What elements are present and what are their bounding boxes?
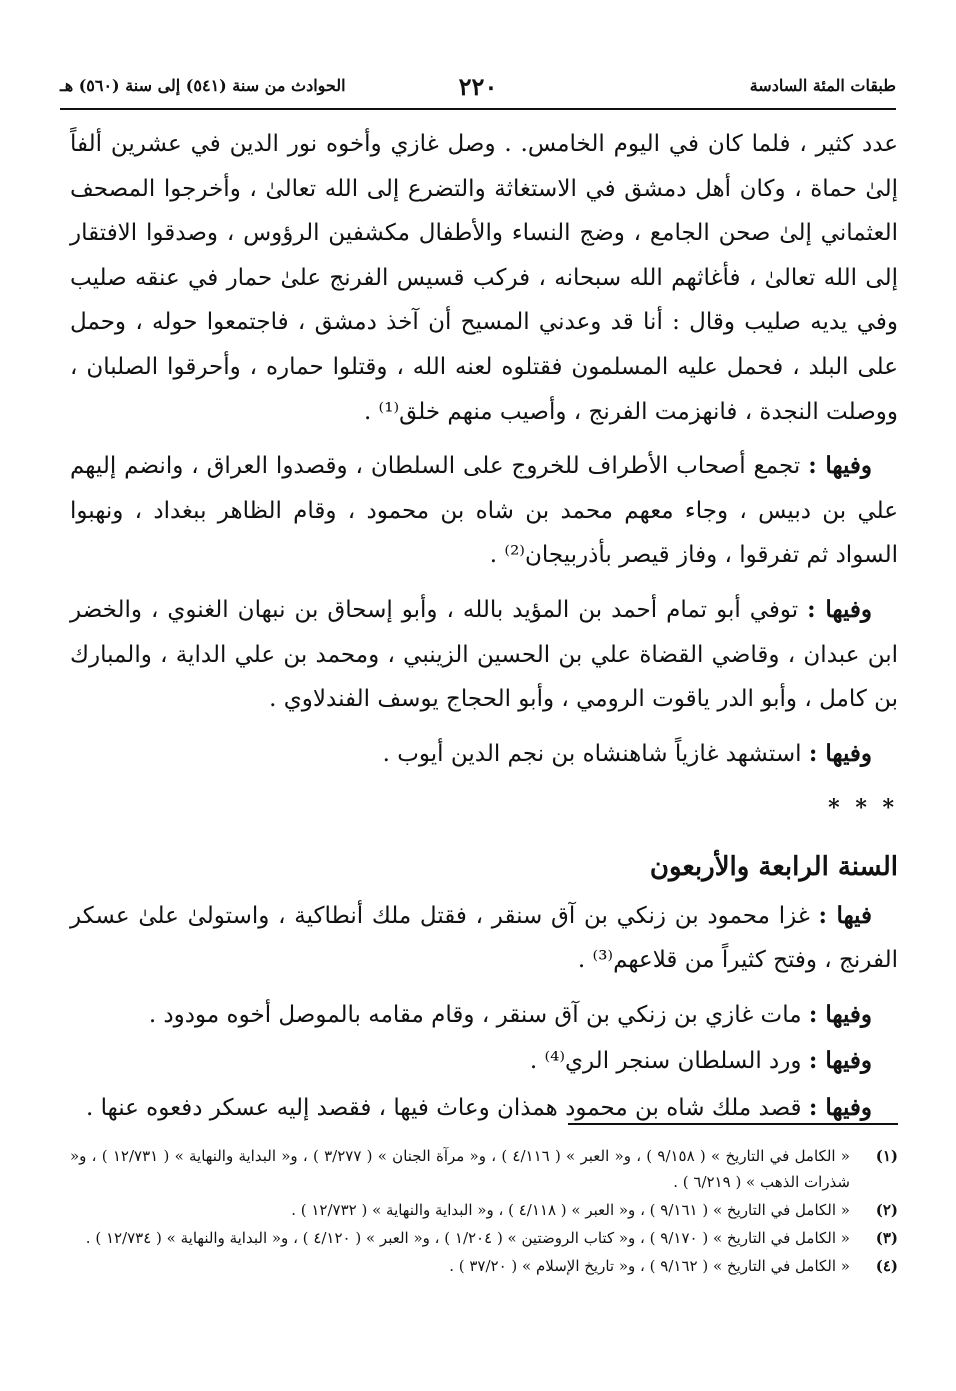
page-header: [60, 72, 896, 106]
header-book-section: طبقات المئة السادسة: [749, 76, 896, 95]
paragraph-lead: وفيها :: [808, 1093, 872, 1121]
footnote-text: « الكامل في التاريخ » ( ٩/١٥٨ ) ، و« العبر » ( ٤/١١٦ ) ، و« مرآة الجنان » ( ٣/٢٧٧ ) ، و« البداية والنهاية » ( ١٢/٧٣١ ) ، و« شذرات الذهب » ( ٦/٢١٩ ) .: [70, 1147, 850, 1191]
footnote: [70, 1225, 898, 1251]
footnote-text: « الكامل في التاريخ » ( ٩/١٧٠ ) ، و« كتاب الروضتين » ( ١/٢٠٤ ) ، و« العبر » ( ٤/١٢٠ ) ، و« البداية والنهاية » ( ١٢/٧٣٤ ) .: [85, 1229, 850, 1247]
footnote: [70, 1197, 898, 1223]
page-number: ٢٢٠: [458, 72, 498, 101]
paragraph-text: توفي أبو تمام أحمد بن المؤيد بالله ، وأبو إسحاق بن نبهان الغنوي ، والخضر ابن عبدان ، وقاضي القضاة علي بن الحسين الزينبي ، ومحمد بن علي الداية ، والمبارك بن كامل ، وأبو الدر ياقوت الرومي ، وأبو الحجاج يوسف الفندلاوي .: [70, 596, 898, 713]
paragraph-lead: وفيها :: [807, 595, 872, 623]
paragraph-text: ورد السلطان سنجر الري⁽⁴⁾ .: [529, 1048, 809, 1075]
header-divider: [60, 108, 896, 110]
footnote-number: (٣): [875, 1229, 898, 1247]
paragraph-text: استشهد غازياً شاهنشاه بن نجم الدين أيوب .: [382, 740, 809, 767]
paragraph: [70, 588, 898, 722]
paragraph-text: تجمع أصحاب الأطراف للخروج على السلطان ، وقصدوا العراق ، وانضم إليهم علي بن دبيس ، وجاء معهم محمد بن شاه بن محمود ، وقام الظاهر ببغداد ، ونهبوا السواد ثم تفرقوا ، وفاز قيصر بأذربيجان⁽²⁾ .: [70, 453, 898, 569]
paragraph-text: مات غازي بن زنكي بن آق سنقر ، وقام مقامه بالموصل أخوه مودود .: [148, 1001, 809, 1028]
footnote-number: (١): [875, 1147, 898, 1165]
section-title: السنة الرابعة والأربعون: [649, 851, 898, 882]
main-text: [70, 122, 898, 1140]
footnote-text: « الكامل في التاريخ » ( ٩/١٦٢ ) ، و« تاريخ الإسلام » ( ٣٧/٢٠ ) .: [449, 1257, 850, 1275]
paragraph-lead: وفيها :: [808, 1000, 872, 1028]
section-separator: * * *: [828, 795, 898, 822]
footnotes: [70, 1143, 898, 1281]
paragraph-text: غزا محمود بن زنكي بن آق سنقر ، فقتل ملك أنطاكية ، واستولىٰ علىٰ عسكر الفرنج ، وفتح كثيراً من قلاعهم⁽³⁾ .: [70, 902, 898, 974]
header-events-range: الحوادث من سنة (٥٤١) إلى سنة (٥٦٠) هـ: [60, 76, 346, 95]
paragraph: [70, 894, 898, 983]
footnote: [70, 1253, 898, 1279]
footnote-number: (٤): [875, 1257, 898, 1275]
paragraph-lead: وفيها :: [808, 452, 872, 480]
footnote-divider: [568, 1123, 898, 1125]
footnote-text: « الكامل في التاريخ » ( ٩/١٦١ ) ، و« العبر » ( ٤/١١٨ ) ، و« البداية والنهاية » ( ١٢/٧٣٢ ) .: [291, 1201, 850, 1219]
paragraph: [70, 732, 898, 777]
paragraph: [70, 444, 898, 578]
footnote: [70, 1143, 898, 1195]
paragraph: [70, 1039, 898, 1084]
paragraph-lead: وفيها :: [808, 1047, 872, 1075]
paragraph-text: قصد ملك شاه بن محمود همذان وعاث فيها ، فقصد إليه عسكر دفعوه عنها .: [85, 1094, 809, 1121]
paragraph: [70, 993, 898, 1038]
paragraph-text: عدد كثير ، فلما كان في اليوم الخامس. . وصل غازي وأخوه نور الدين في عشرين ألفاً إلىٰ حماة ، وكان أهل دمشق في الاستغاثة والتضرع إلى الله تعالىٰ ، وأخرجوا المصحف العثماني إلىٰ صحن الجامع ، وضج النساء والأطفال مكشفين الرؤوس ، وصدقوا الافتقار إلى الله تعالىٰ ، فأغاثهم الله سبحانه ، فركب قسيس الفرنج علىٰ حمار في عنقه صليب وفي يديه صليب وقال : أنا قد وعدني المسيح أن آخذ دمشق ، فاجتمعوا حوله ، وحمل على البلد ، فحمل عليه المسلمون فقتلوه لعنه الله ، وقتلوا حماره ، وأحرقوا الصلبان ، ووصلت النجدة ، فانهزمت الفرنج ، وأصيب منهم خلق⁽¹⁾ .: [70, 131, 898, 425]
paragraph: [70, 122, 898, 434]
paragraph-lead: فيها :: [818, 901, 872, 929]
paragraph-lead: وفيها :: [808, 739, 872, 767]
footnote-number: (٢): [875, 1201, 898, 1219]
